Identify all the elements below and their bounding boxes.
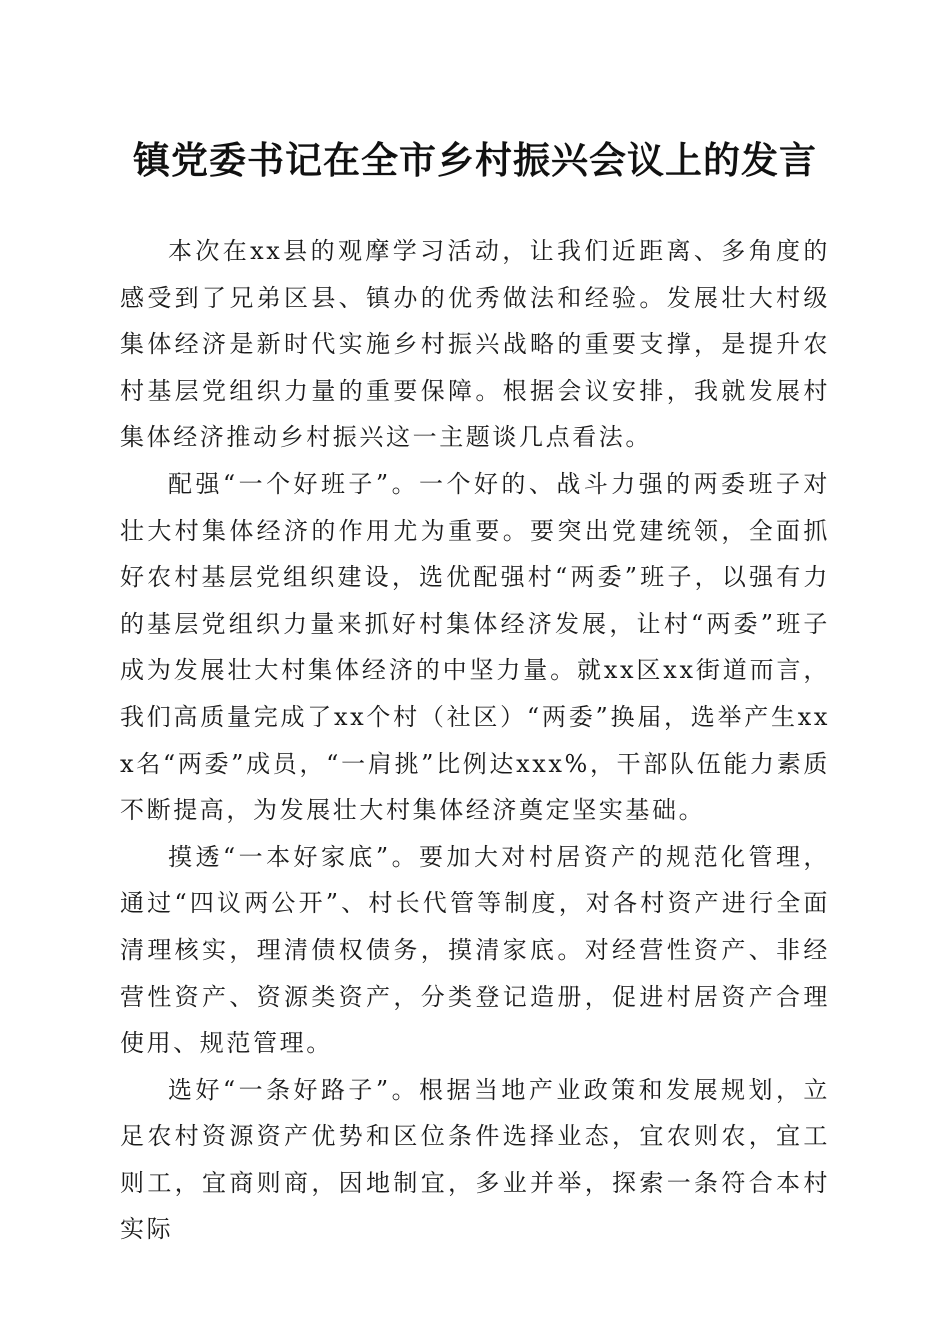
document-title: 镇党委书记在全市乡村振兴会议上的发言	[133, 138, 817, 182]
paragraph-assets: 摸透“一本好家底”。要加大对村居资产的规范化管理，通过“四议两公开”、村长代管等制度，对各村资产进行全面清理核实，理清债权债务，摸清家底。对经营性资产、非经营性资产、资源类资产，分类登记造册，促进村居资产合理使用、规范管理。	[120, 842, 830, 1058]
paragraph-path: 选好“一条好路子”。根据当地产业政策和发展规划，立足农村资源资产优势和区位条件选择业态，宜农则农，宜工则工，宜商则商，因地制宜，多业并举，探索一条符合本村实际	[120, 1075, 830, 1244]
paragraph-team: 配强“一个好班子”。一个好的、战斗力强的两委班子对壮大村集体经济的作用尤为重要。要突出党建统领，全面抓好农村基层党组织建设，选优配强村“两委”班子，以强有力的基层党组织力量来抓好村集体经济发展，让村“两委”班子成为发展壮大村集体经济的中坚力量。就xx区xx街道而言，我们高质量完成了xx个村（社区）“两委”换届，选举产生xxx名“两委”成员，“一肩挑”比例达xxx%，干部队伍能力素质不断提高，为发展壮大村集体经济奠定坚实基础。	[120, 469, 830, 825]
document-body	[120, 228, 830, 1253]
paragraph-intro: 本次在xx县的观摩学习活动，让我们近距离、多角度的感受到了兄弟区县、镇办的优秀做法和经验。发展壮大村级集体经济是新时代实施乡村振兴战略的重要支撑，是提升农村基层党组织力量的重要保障。根据会议安排，我就发展村集体经济推动乡村振兴这一主题谈几点看法。	[120, 237, 830, 452]
